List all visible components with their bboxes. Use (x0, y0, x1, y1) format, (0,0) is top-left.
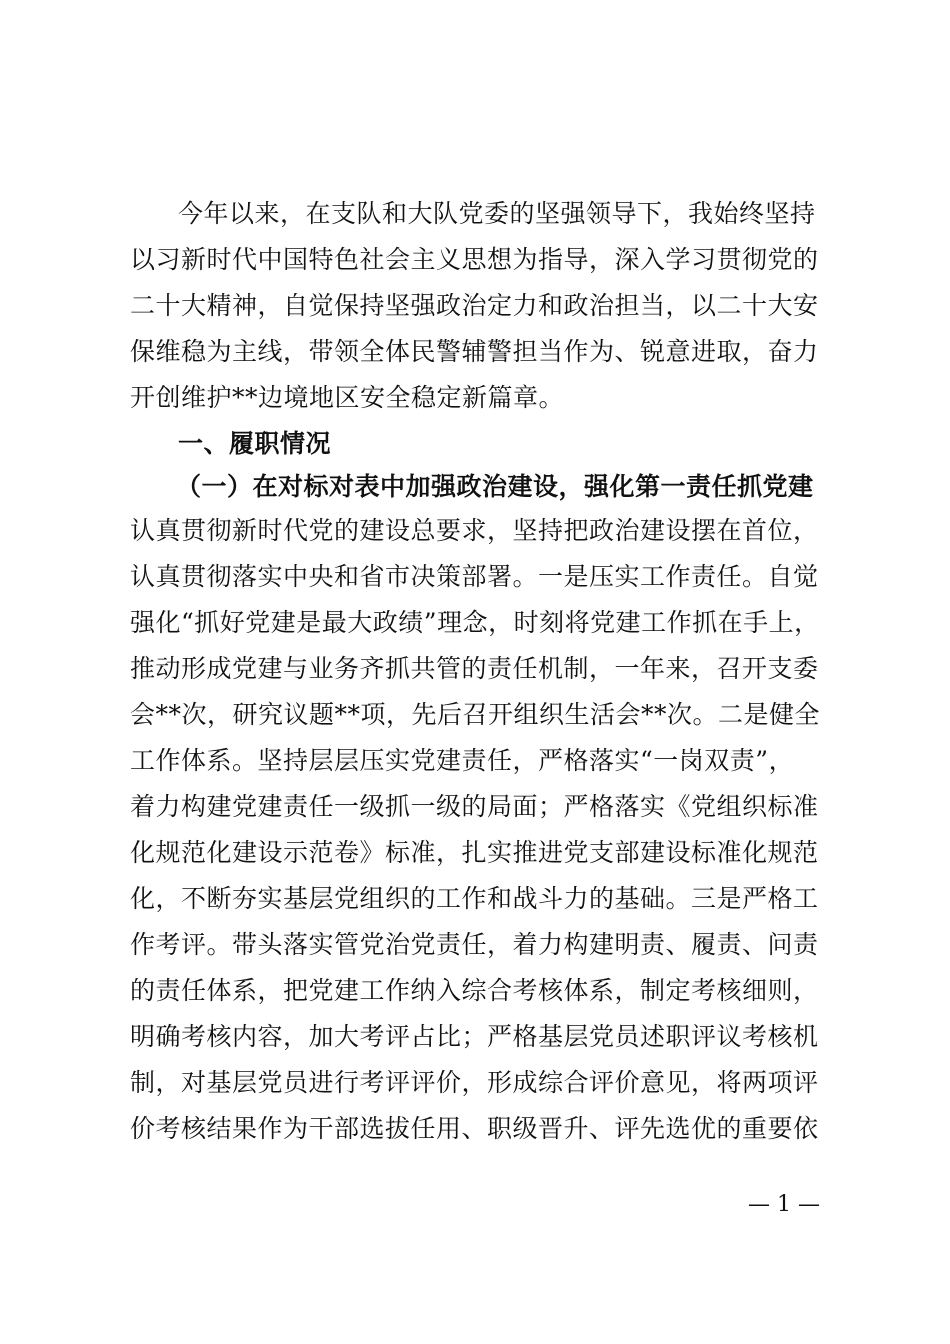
text-line: 化规范化建设示范卷》标准，扎实推进党支部建设标准化规范 (130, 838, 819, 867)
text-line: 保维稳为主线，带领全体民警辅警担当作为、锐意进取，奋力 (130, 337, 819, 366)
text-line: 化，不断夯实基层党组织的工作和战斗力的基础。三是严格工 (130, 884, 819, 913)
text-line: 以习新时代中国特色社会主义思想为指导，深入学习贯彻党的 (130, 245, 819, 274)
text-line: 工作体系。坚持层层压实党建责任，严格落实“一岗双责”， (130, 746, 795, 775)
text-line: 作考评。带头落实管党治党责任，着力构建明责、履责、问责 (130, 930, 819, 959)
text-line: 二十大精神，自觉保持坚强政治定力和政治担当，以二十大安 (130, 291, 819, 320)
text-line: 会**次，研究议题**项，先后召开组织生活会**次。二是健全 (130, 700, 821, 729)
text-line: 强化“抓好党建是最大政绩”理念，时刻将党建工作抓在手上， (130, 608, 820, 637)
text-line: 价考核结果作为干部选拔任用、职级晋升、评先选优的重要依 (130, 1114, 819, 1143)
text-line: 认真贯彻落实中央和省市决策部署。一是压实工作责任。自觉 (130, 562, 819, 591)
text-line: 开创维护**边境地区安全稳定新篇章。 (130, 383, 565, 412)
section-heading: 一、履职情况 (178, 429, 332, 458)
page-number: — 1 — (748, 1192, 820, 1217)
text-line: 认真贯彻新时代党的建设总要求，坚持把政治建设摆在首位， (130, 516, 819, 545)
text-line: 今年以来，在支队和大队党委的坚强领导下，我始终坚持 (178, 199, 816, 228)
text-line: 制，对基层党员进行考评评价，形成综合评价意见，将两项评 (130, 1068, 819, 1097)
text-line: 着力构建党建责任一级抓一级的局面；严格落实《党组织标准 (130, 792, 819, 821)
text-line: 推动形成党建与业务齐抓共管的责任机制，一年来，召开支委 (130, 654, 819, 683)
text-line: 的责任体系，把党建工作纳入综合考核体系，制定考核细则， (130, 976, 819, 1005)
text-line: 明确考核内容，加大考评占比；严格基层党员述职评议考核机 (130, 1022, 819, 1051)
subheading: （一）在对标对表中加强政治建设，强化第一责任抓党建 (176, 472, 814, 501)
